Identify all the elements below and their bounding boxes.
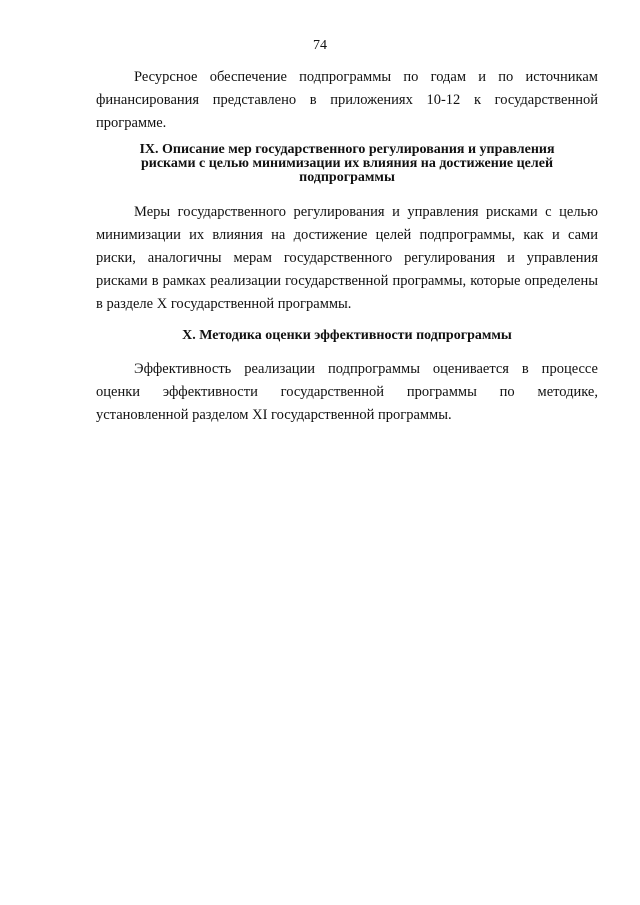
section-heading-ix-line-1: IX. Описание мер государственного регулирования и управления (139, 142, 555, 157)
page-number: 74 (313, 38, 327, 53)
section-heading-ix-line-3: подпрограммы (299, 170, 395, 185)
paragraph-resource-provision: Ресурсное обеспечение подпрограммы по годам и по источникам финансирования представлено в приложениях 10-12 к государственной программе. (96, 69, 598, 131)
section-heading-x: X. Методика оценки эффективности подпрограммы (182, 328, 512, 343)
section-heading-ix (96, 143, 598, 185)
paragraph-efficiency-assessment: Эффективность реализации подпрограммы оценивается в процессе оценки эффективности государственной программы по методике, установленной разделом XI государственной программы. (96, 361, 598, 423)
paragraph-risk-management: Меры государственного регулирования и управления рисками с целью минимизации их влияния на достижение целей подпрограммы, как и сами риски, аналогичны мерам государственного регулирования и управления рисками в рамках реализации государственной программы, которые определены в разделе X государственной программы. (96, 204, 598, 312)
section-heading-ix-line-2: рисками с целью минимизации их влияния на достижение целей (140, 156, 554, 171)
document-body (96, 66, 598, 427)
